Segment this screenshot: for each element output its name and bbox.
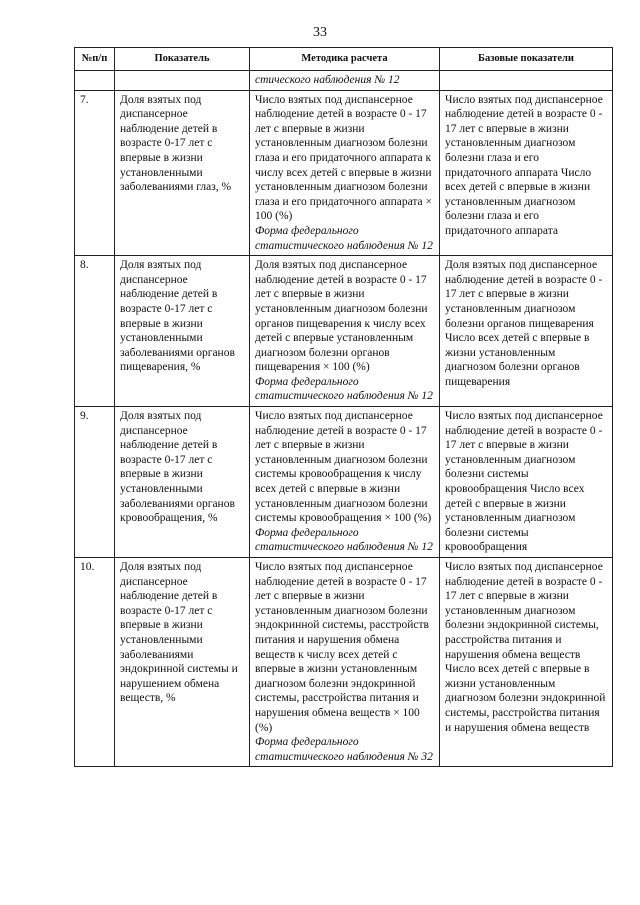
- indicator-cell: Доля взятых под диспансерное наблюдение детей в возрасте 0-17 лет с впервые в жизни установленными заболеваниями органов пищеварения, %: [115, 256, 250, 407]
- continuation-text: стического наблюдения № 12: [255, 74, 400, 86]
- row-number: 9.: [75, 407, 115, 558]
- base-cell: Число взятых под диспансерное наблюдение детей в возрасте 0 - 17 лет с впервые в жизни установленным диагнозом болезни системы кровообращения Число всех детей с впервые в жизни установленным диагнозом болезни системы кровообращения: [440, 407, 613, 558]
- indicators-table: [74, 47, 613, 767]
- row-number: 7.: [75, 90, 115, 256]
- table-row: [75, 407, 613, 558]
- header-method: Методика расчета: [250, 48, 440, 71]
- method-cell: [250, 407, 440, 558]
- method-cell: [250, 90, 440, 256]
- row-number: 8.: [75, 256, 115, 407]
- table-row: [75, 558, 613, 767]
- form-text: Форма федерального статистического наблюдения № 12: [255, 526, 433, 554]
- base-cell: Число взятых под диспансерное наблюдение детей в возрасте 0 - 17 лет с впервые в жизни установленным диагнозом болезни глаза и его придаточного аппарата Число всех детей с впервые в жизни установленным диагнозом болезни глаза и его придаточного аппарата: [440, 90, 613, 256]
- header-num: №п/п: [75, 48, 115, 71]
- base-cell: Число взятых под диспансерное наблюдение детей в возрасте 0 - 17 лет с впервые в жизни установленным диагнозом болезни эндокринной системы, расстройства питания и нарушения обмена веществ Число всех детей с впервые в жизни установленным диагнозом болезни эндокринной системы, расстройства питания и нарушения обмена веществ: [440, 558, 613, 767]
- header-base: Базовые показатели: [440, 48, 613, 71]
- form-text: Форма федерального статистического наблюдения № 12: [255, 224, 433, 252]
- method-cell: [250, 558, 440, 767]
- method-text: Число взятых под диспансерное наблюдение детей в возрасте 0 - 17 лет с впервые в жизни установленным диагнозом болезни глаза и его придаточного аппарата к числу всех детей с впервые в жизни установленным диагнозом болезни глаза и его придаточного аппарата × 100 (%): [255, 93, 433, 223]
- header-indicator: Показатель: [115, 48, 250, 71]
- continuation-row: [75, 71, 613, 91]
- method-text: Число взятых под диспансерное наблюдение детей в возрасте 0 - 17 лет с впервые в жизни установленным диагнозом болезни эндокринной системы, расстройств питания и нарушения обмена веществ к числу всех детей с впервые в жизни установленным диагнозом болезни эндокринной системы, расстройства питания и нарушения обмена веществ × 100 (%): [255, 561, 429, 734]
- method-cell: [250, 256, 440, 407]
- page-number: 33: [313, 25, 327, 40]
- indicator-cell: Доля взятых под диспансерное наблюдение детей в возрасте 0-17 лет с впервые в жизни установленными заболеваниями органов кровообращения, %: [115, 407, 250, 558]
- table-row: [75, 256, 613, 407]
- form-text: Форма федерального статистического наблюдения № 32: [255, 736, 433, 763]
- table-header-row: [75, 48, 613, 71]
- method-text: Число взятых под диспансерное наблюдение детей в возрасте 0 - 17 лет с впервые в жизни установленным диагнозом болезни системы кровообращения к числу всех детей с впервые в жизни установленным диагнозом болезни системы кровообращения × 100 (%): [255, 410, 432, 525]
- method-text: Доля взятых под диспансерное наблюдение детей в возрасте 0 - 17 лет с впервые в жизни установленным диагнозом болезни органов пищеварения к числу всех детей с впервые установленным диагнозом болезни органов пищеварения × 100 (%): [255, 259, 428, 374]
- row-number: 10.: [75, 558, 115, 767]
- indicator-cell: Доля взятых под диспансерное наблюдение детей в возрасте 0-17 лет с впервые в жизни установленными заболеваниями глаз, %: [115, 90, 250, 256]
- table-row: [75, 90, 613, 256]
- form-text: Форма федерального статистического наблюдения № 12: [255, 375, 433, 403]
- indicator-cell: Доля взятых под диспансерное наблюдение детей в возрасте 0-17 лет с впервые в жизни установленными заболеваниями эндокринной системы и нарушением обмена веществ, %: [115, 558, 250, 767]
- base-cell: Доля взятых под диспансерное наблюдение детей в возрасте 0 - 17 лет с впервые в жизни установленным диагнозом болезни органов пищеварения Число всех детей с впервые в жизни установленным диагнозом болезни органов пищеварения: [440, 256, 613, 407]
